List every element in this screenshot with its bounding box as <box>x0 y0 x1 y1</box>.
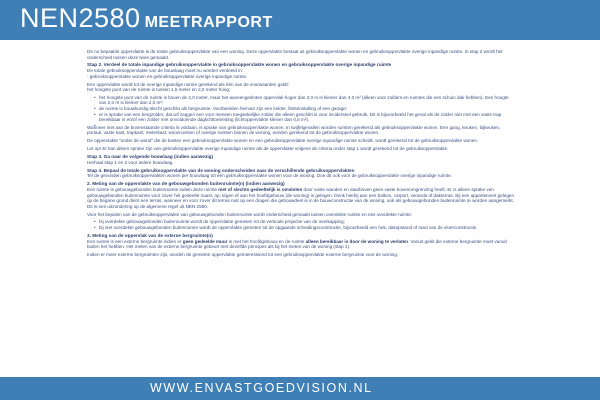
section2-p1-bold: niet of slechts gedeeltelijk is omsloten <box>218 187 303 193</box>
step2-paragraph-1 <box>87 68 515 79</box>
step4-paragraph: Tel de gevonden gebruiksoppervlakten wonen per bouwlaag tot één gebruiksoppervlakte wonen voor de woning. Doe dit ook voor de gebruiksoppervlakte overige inpandige ruimte. <box>87 173 452 179</box>
list-item: • het hoogste punt van de ruimte is boven de 2,0 meter, maar het aaneengesloten oppervlak hoger dan 2,0 m is kleiner dan 4,0 m² (alleen voor zolders en ruimtes die een schuin dak hebben). Een hoogte van 2,0 m is kleiner dan 2,0 m²; <box>94 95 515 106</box>
step2-paragraph-5: Wanneer niet aan de bovenstaande criteria is voldaan, is sprake van gebruiksoppervlakte wonen. In twijfelgevallen worden ruimten gerekend als gebruiksoppervlakte wonen. Een gang, keuken, bijkeuken, portaal, vaste kast, trapkast, meterkast, woonruimten of overige ruimten binnen de woning, worden gerekend tot de gebruiksoppervlakte wonen. <box>87 124 501 136</box>
step2-p2: - gebruiksoppervlakte wonen en gebruiksoppervlakte overige inpandige ruimte. <box>87 73 248 79</box>
section2-heading: 2. Meting van de oppervlakte van de gebouwgebonden buitenruimte(n) (indien aanwezig) <box>87 181 285 187</box>
list-item: • er is sprake van een bergzolder, dat wil zeggen een voor mensen toegankelijke zolder die alleen geschikt is voor incidenteel gebruik. Dit is bijvoorbeeld het geval als de zolder niet met een vaste trap bereikbaar is en/of een zolder met onvoldoende daglichttoetreding (lichtoppervlakte kleiner dan 0,5 m²). <box>94 112 515 123</box>
section3-paragraph-2: Indien er meer externe bergruimten zijn, worden de gemeten oppervlakte geïnteressiend tot een gebruiksoppervlakte externe bergruimte voor de woning. <box>87 251 399 257</box>
step2-paragraph-7: Let op! Er kan alleen sprake zijn van gebruiksoppervlakte overige inpandige ruimte als de oppervlakte volgens de criteria onder stap 1 wordt gerekend tot de gebruiksoppervlakte. <box>87 145 449 151</box>
step4-heading: Stap 4. Bepaal de totale gebruiksoppervlakte van de woning onderscheiden naar de verschillende gebruiksoppervlakten <box>87 167 355 173</box>
section2-p1-a: Een ruimte is gebouwgebonden buitenruimte indien deze ruimte <box>87 187 219 193</box>
step2-criteria-list <box>94 95 515 123</box>
step2-p3: Een oppervlakte wordt tot de overige inpandige ruimte gerekend als één van de voorwaarden geldt: <box>87 81 289 87</box>
report-title-sub: MEETRAPPORT <box>144 14 273 31</box>
document-body <box>87 49 515 371</box>
section2-paragraph-2: Voor het bepalen van de gebruiksoppervlakte van gebouwgebonden buitenruimte wordt onderscheid gemaakt tussen overdekte ruimte en niet overdekte ruimte: <box>87 211 413 217</box>
list-item: • bij overdekte gebouwgebonden buitenruimte wordt de oppervlakte gemeten tot de verticale projectie van de overkapping; <box>94 219 515 225</box>
list-item: • de ruimte is bouwkundig slecht geschikt als bergruimte. Voorbeelden hiervan zijn een kelder, fietsenstalling of een garage; <box>94 106 515 112</box>
footer-bar <box>0 377 600 400</box>
step3-heading: Stap 3. Ga naar de volgende bouwlaag (indien aanwezig) <box>87 153 214 159</box>
step2-paragraph-6: De oppervlakte "onder de wand" die de kasten een gebruiksoppervlakte wonen en een gebruiksoppervlakte overige inpandige ruimte scheidt, wordt gerekend tot de gebruiksoppervlakte wonen. <box>87 138 479 144</box>
step2-p4: het hoogste punt van de ruimte is tussen 1,5 meter en 2,0 meter hoog; <box>87 87 231 93</box>
section2-p1-c: door vaste wanden en daarboven geen vaste bovenomgrenzing heeft. Er is alleen sprake van gebouwgebonden buitenruimte voor zover het gedeelte naast, op, tegen of aan het hoofdgebouw (de woning) is gelegen. Denk hierbij aan een balkon, carport, veranda of dakterras. Bij een appartement gelegen op de begane grond dient een terras, wanneer en voor zover dit terras rust op een dragen die gebouwdeel is in de bouwconstructie van de woning, ook als gebouwgebonden buitenruimte te worden aangemerkt. Dit is een uitzondering op de algemene regel uit NEN 2580. <box>87 187 515 209</box>
header-bar <box>0 0 600 40</box>
section3-paragraph-1 <box>87 239 515 250</box>
section3-p1-e: . Vanuit gebit die externe bergruimte moet vanuit buiten het hebben. Het meten van de externe bergruimte gebeurt met dezelfde principes als bij het meten van de woning (stap 1). <box>87 238 507 250</box>
section3-p1-bold-2: alleen bereikbaar is door de woning te verlaten <box>305 238 408 244</box>
footer-website-link[interactable]: WWW.ENVASTGOEDVISION.NL <box>150 381 373 395</box>
intro-paragraph: De nu bepaalde oppervlakte is de totale gebruiksoppervlakte van een woning. Deze oppervlakte bestaat uit gebruiksoppervlakte wonen en gebruiksoppervlakte overige inpandige ruimte. In stap 2 wordt het onderscheid tussen deze twee gemaakt. <box>87 49 503 60</box>
section3-p1-bold-1: geen gedeelde muur <box>182 238 228 244</box>
step2-heading: Stap 2. Verdeel de totale inpandige gebruiksoppervlakte in gebruiksoppervlakte wonen en gebruiksoppervlakte overige inpandige ruimte <box>87 62 392 68</box>
step2-p1: De totale gebruiksoppervlakte van de bouwlaag moet nu worden verdeeld in: <box>87 68 244 74</box>
report-title-main: NEN2580 <box>20 3 141 33</box>
section3-p1-a: Een ruimte is een externe bergruimte indien er <box>87 238 183 244</box>
list-item: • bij niet overdekte gebouwgebonden buitenruimte wordt de oppervlakte gemeten tot de opgaande scheidingsconstructie, bijvoorbeeld een hek, dakopstand of rand van de vloerconstructie. <box>94 225 515 231</box>
step2-paragraph-2 <box>87 82 515 93</box>
section2-paragraph-1 <box>87 187 515 209</box>
step3-paragraph: Herhaal stap 1 en 2 voor iedere bouwlaag. <box>87 159 174 165</box>
section2-list <box>94 219 515 230</box>
report-title <box>20 3 273 34</box>
section3-p1-c: is met het hoofdgebouw en de ruimte <box>227 238 306 244</box>
section3-heading: 3. Meting van de oppervlak van de externe bergruimte(n) <box>87 232 213 238</box>
